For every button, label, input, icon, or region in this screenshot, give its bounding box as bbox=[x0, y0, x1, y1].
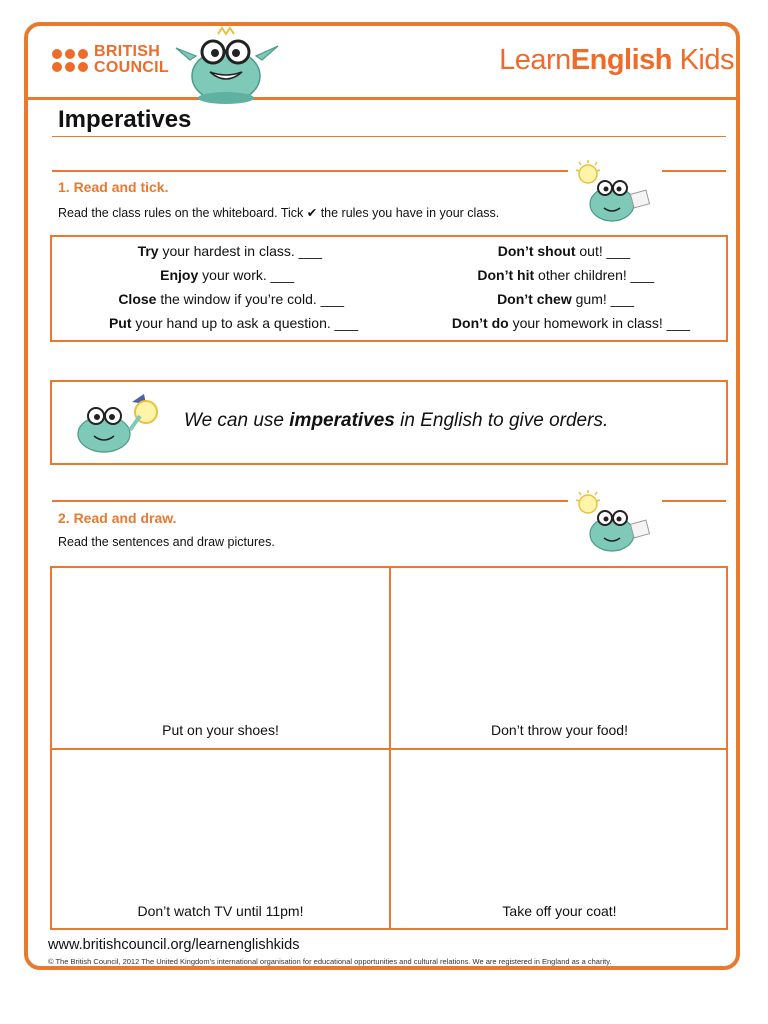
section1-heading: 1. Read and tick. bbox=[58, 179, 169, 195]
rule-left-1: Try your hardest in class. ___ bbox=[137, 243, 322, 259]
rule-right-3: Don’t chew gum! ___ bbox=[497, 291, 634, 307]
section2-divider-left bbox=[52, 500, 568, 502]
draw-cell-3-caption: Don’t watch TV until 11pm! bbox=[137, 903, 304, 919]
rule-right-4: Don’t do your homework in class! ___ bbox=[451, 315, 690, 331]
rule-right-1: Don’t shout out! ___ bbox=[497, 243, 630, 259]
rule-left-4: Put your hand up to ask a question. ___ bbox=[108, 315, 358, 331]
section2-instruction: Read the sentences and draw pictures. bbox=[58, 535, 275, 549]
section2-divider-right bbox=[662, 500, 726, 502]
draw-cell-1-caption: Put on your shoes! bbox=[162, 722, 279, 738]
rule-right-2: Don’t hit other children! ___ bbox=[477, 267, 654, 283]
header-divider bbox=[28, 97, 740, 100]
draw-cell-2-caption: Don’t throw your food! bbox=[491, 722, 628, 738]
monster-reading-icon-2 bbox=[574, 490, 656, 556]
rule-left-3: Close the window if you’re cold. ___ bbox=[118, 291, 344, 307]
grid-horizontal-divider bbox=[52, 748, 726, 750]
bc-logo-line1: BRITISH bbox=[94, 43, 161, 60]
section1-instruction: Read the class rules on the whiteboard. Tick ✔ the rules you have in your class. bbox=[58, 206, 500, 220]
monster-mascot-icon bbox=[168, 26, 286, 106]
drawing-grid bbox=[50, 566, 728, 930]
bc-logo-line2: COUNCIL bbox=[94, 59, 169, 76]
lek-learn: Learn bbox=[499, 44, 571, 76]
monster-reading-icon bbox=[574, 160, 656, 226]
footer-copyright: © The British Council, 2012 The United Kingdom’s international organisation for educational opportunities and cultural relations. We are registered in England as a charity. bbox=[48, 957, 612, 966]
info-sentence: We can use imperatives in English to give orders. bbox=[184, 410, 609, 431]
draw-cell-4-caption: Take off your coat! bbox=[502, 903, 617, 919]
lek-english: English bbox=[570, 44, 673, 76]
lek-kids: Kids bbox=[672, 44, 734, 76]
bc-dots-icon bbox=[52, 49, 88, 72]
info-box bbox=[50, 380, 728, 465]
section1-divider-right bbox=[662, 170, 726, 172]
class-rules-box bbox=[50, 235, 728, 342]
section2-heading: 2. Read and draw. bbox=[58, 510, 177, 526]
british-council-logo bbox=[52, 44, 169, 76]
page-title: Imperatives bbox=[58, 106, 192, 133]
title-divider bbox=[52, 136, 726, 137]
rule-left-2: Enjoy your work. ___ bbox=[160, 267, 294, 283]
learnenglish-kids-logo bbox=[499, 44, 734, 77]
monster-teacher-icon bbox=[74, 390, 164, 456]
section1-divider-left bbox=[52, 170, 568, 172]
footer-url[interactable]: www.britishcouncil.org/learnenglishkids bbox=[48, 937, 300, 953]
